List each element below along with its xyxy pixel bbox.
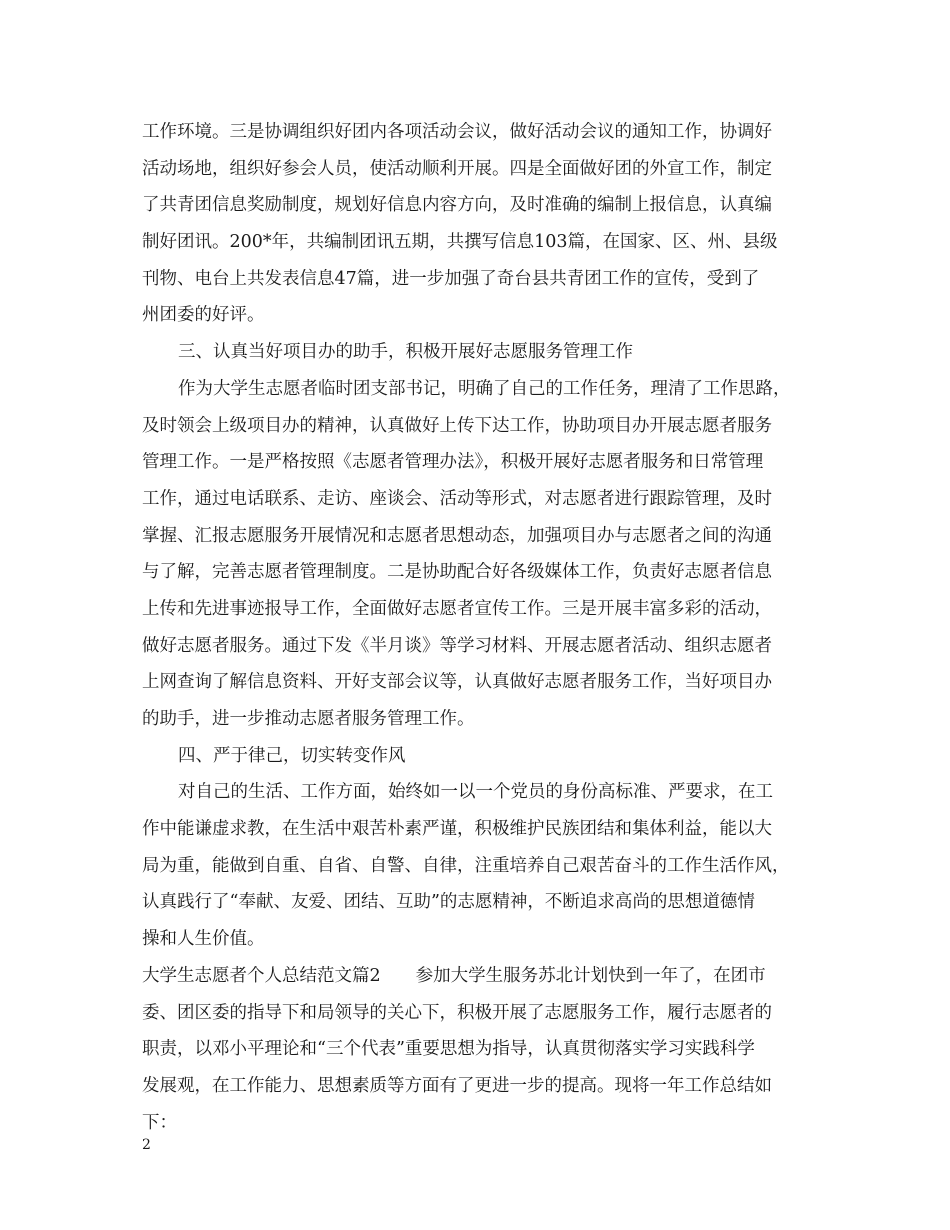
text-line: 下： — [142, 1112, 177, 1133]
text-line: 工作，通过电话联系、走访、座谈会、活动等形式，对志愿者进行跟踪管理，及时 — [142, 488, 772, 509]
text-line: 局为重，能做到自重、自省、自警、自律，注重培养自己艰苦奋斗的工作生活作风， — [142, 855, 790, 876]
text-line: 职责，以邓小平理论和“三个代表”重要思想为指导，认真贯彻落实学习实践科学 — [142, 1039, 755, 1060]
text-line: 对自己的生活、工作方面，始终如一以一个党员的身份高标准、严要求，在工 — [178, 782, 773, 803]
text-line: 了共青团信息奖励制度，规划好信息内容方向，及时准确的编制上报信息，认真编 — [142, 195, 772, 216]
text-line: 活动场地，组织好参会人员，使活动顺利开展。四是全面做好团的外宣工作，制定 — [142, 158, 772, 179]
text-line: 与了解，完善志愿者管理制度。二是协助配合好各级媒体工作，负责好志愿者信息 — [142, 562, 772, 583]
document-body — [142, 114, 822, 1141]
text-line: 刊物、电台上共发表信息47篇，进一步加强了奇台县共青团工作的宣传，受到了 — [142, 268, 760, 289]
text-line: 的助手，进一步推动志愿者服务管理工作。 — [142, 709, 475, 729]
text-line: 委、团区委的指导下和局领导的关心下，积极开展了志愿服务工作，履行志愿者的 — [142, 1002, 772, 1023]
text-line: 及时领会上级项目办的精神，认真做好上传下达工作，协助项目办开展志愿者服务 — [142, 415, 772, 436]
text-line: 发展观，在工作能力、思想素质等方面有了更进一步的提高。现将一年工作总结如 — [142, 1075, 772, 1096]
text-line: 掌握、汇报志愿服务开展情况和志愿者思想动态，加强项目办与志愿者之间的沟通 — [142, 525, 772, 546]
text-line: 认真践行了“奉献、友爱、团结、互助”的志愿精神，不断追求高尚的思想道德情 — [142, 892, 755, 913]
text-line: 作中能谦虚求教，在生活中艰苦朴素严谨，积极维护民族团结和集体利益，能以大 — [142, 819, 772, 840]
text-line: 管理工作。一是严格按照《志愿者管理办法》，积极开展好志愿者服务和日常管理 — [142, 452, 764, 473]
text-line: 三、认真当好项目办的助手，积极开展好志愿服务管理工作 — [178, 342, 633, 363]
text-line: 做好志愿者服务。通过下发《半月谈》等学习材料、开展志愿者活动、组织志愿者 — [142, 635, 772, 656]
text-line: 州团委的好评。 — [142, 305, 265, 326]
text-line: 上网查询了解信息资料、开好支部会议等，认真做好志愿者服务工作，当好项目办 — [142, 672, 772, 693]
text-line: 制好团讯。200*年，共编制团讯五期，共撰写信息103篇，在国家、区、州、县级 — [142, 232, 778, 253]
text-line: 大学生志愿者个人总结范文篇2 参加大学生服务苏北计划快到一年了，在团市 — [142, 965, 766, 986]
page-number: 2 — [142, 1137, 151, 1153]
text-line: 四、严于律己，切实转变作风 — [178, 745, 406, 766]
text-line: 上传和先进事迹报导工作，全面做好志愿者宣传工作。三是开展丰富多彩的活动， — [142, 598, 772, 619]
text-line: 操和人生价值。 — [142, 929, 265, 950]
text-line: 工作环境。三是协调组织好团内各项活动会议，做好活动会议的通知工作，协调好 — [142, 122, 772, 142]
text-line: 作为大学生志愿者临时团支部书记，明确了自己的工作任务，理清了工作思路， — [178, 378, 791, 399]
